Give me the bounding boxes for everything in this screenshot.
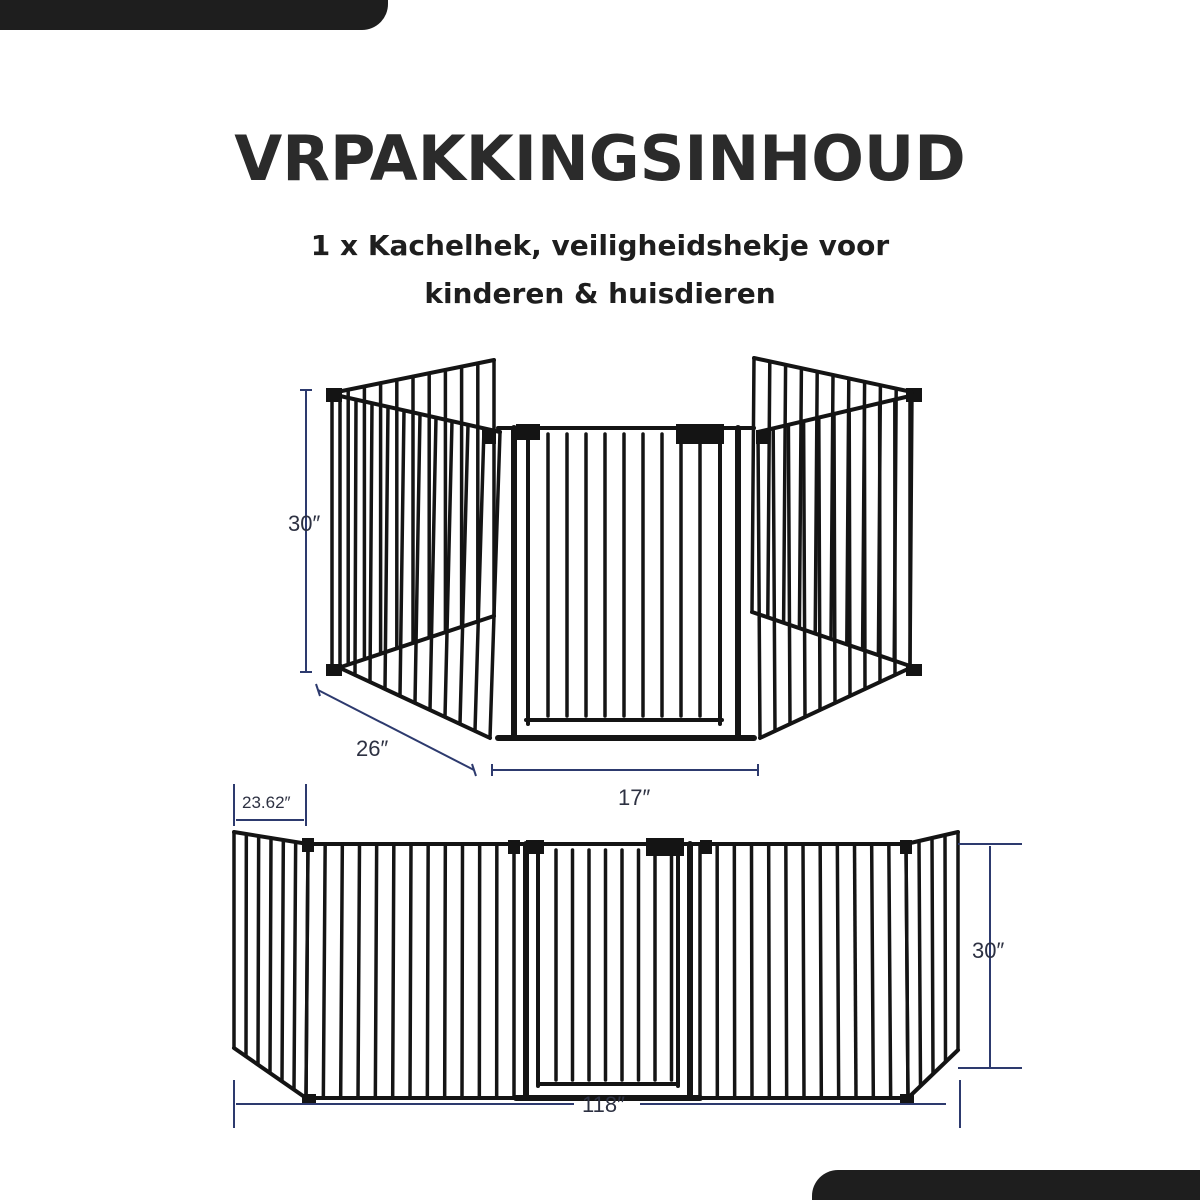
flat-panel-4-bar [919,841,921,1086]
right-side-panel-bar [834,414,835,703]
flat-panel-4-bar [906,844,908,1098]
right-side-panel-bar [804,421,805,717]
right-back-panel-bar [815,372,817,634]
right-side-panel-bar [773,428,775,731]
right-side-panel-bar [758,432,760,738]
flat-panel-2-bar [393,844,394,1098]
flat-panel-2-bar [410,844,411,1098]
panel-width-label: 23.62″ [242,793,291,812]
gate-width-label: 17″ [618,785,651,810]
subtitle-line-1: 1 x Kachelhek, veiligheidshekje voor [310,229,890,262]
left-side-panel-bar [400,410,404,696]
flat-panel-2-bar [462,844,463,1098]
flat-panel-1-bar [258,836,259,1065]
flat-gate-latch-box [646,838,684,856]
height-label-top: 30″ [288,511,321,536]
left-side-panel-bar [415,414,420,703]
flat-hinge-3 [700,840,712,854]
height-label-bottom: 30″ [972,938,1005,963]
flat-panel-4-bar [932,838,933,1074]
left-side-panel-bar [385,407,388,689]
flat-panel-3-bar [889,844,891,1098]
flat-panel-3-bar [837,844,838,1098]
gate-latch-box [676,424,724,444]
flat-panel-3-bar [769,844,770,1098]
left-corner-foot [326,664,342,676]
right-side-panel-bar [788,425,790,724]
flat-panel-3-bar [820,844,821,1098]
flat-hinge-1 [302,838,314,852]
flat-panel-2-bar [341,844,343,1098]
flat-panel-2-bar [306,844,308,1098]
subtitle-line-2: kinderen & huisdieren [424,277,776,310]
flat-panel-3-bar [752,844,753,1098]
flat-panel-2-bar [427,844,428,1098]
left-side-panel-bar [370,403,372,682]
fence-panel-right-back [752,358,912,666]
right-back-panel-bar [784,365,786,623]
right-back-panel-bar [768,361,770,617]
flat-panel-2-bar [358,844,360,1098]
flat-panel-1-bar [282,840,283,1081]
right-back-panel-bar [894,389,896,661]
flat-panel-1-bar [294,842,296,1090]
flat-hinge-2 [508,840,520,854]
right-back-panel-bar [831,375,833,639]
right-side-panel-bar [819,418,820,710]
right-back-panel-bar [910,392,912,666]
flat-panel-3-bar [855,844,857,1098]
total-length-label: 118″ [582,1092,625,1117]
flat-panel-3-bar [786,844,787,1098]
flat-panel-3-bar [872,844,874,1098]
fence-flat-view [234,832,958,1104]
left-corner-hinge [326,388,342,402]
right-back-panel-bar [878,385,880,655]
page-title: VRPAKKINGSINHOUD [234,122,966,195]
flat-panel-2-bar [445,844,446,1098]
fence-gate-front [498,424,754,738]
left-side-panel-bar [355,400,356,675]
gate-latch-left [516,424,540,440]
flat-panel-1-bar [270,838,271,1073]
depth-dimension-line [318,690,474,770]
flat-panel-2-bar [323,844,325,1098]
flat-panel-3-bar [803,844,804,1098]
flat-foot-2 [900,1094,914,1104]
flat-hinge-4 [900,840,912,854]
flat-panel-4-bar [945,835,946,1062]
right-back-panel-bar [752,358,754,612]
fence-perspective-view [326,358,922,738]
flat-gate-latch-left [526,840,544,854]
flat-panel-2-bar [375,844,376,1098]
right-back-panel-bar [847,378,849,644]
flat-foot-1 [302,1094,316,1104]
left-gate-hinge [482,430,496,444]
depth-label: 26″ [356,736,389,761]
right-back-panel-bar [799,368,801,628]
right-back-panel-bar [863,382,865,650]
